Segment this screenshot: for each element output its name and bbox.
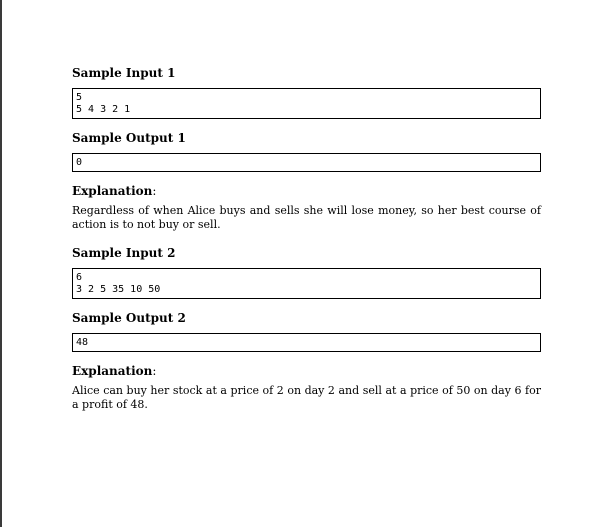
sample-output-2-box: [72, 333, 541, 352]
sample-input-1-heading: Sample Input 1: [72, 66, 176, 80]
sample-input-1-line-1: 5: [76, 92, 83, 103]
sample-input-1-line-2: 5 4 3 2 1: [76, 104, 131, 115]
explanation-2-heading: [72, 364, 541, 378]
explanation-1-heading: [72, 184, 541, 198]
sample-output-1-box: [72, 153, 541, 172]
sample-input-1-box: [72, 88, 541, 119]
sample-output-2-line-1: 48: [76, 337, 89, 348]
page-left-border: [0, 0, 2, 527]
explanation-1-label: Explanation: [72, 184, 153, 198]
sample-output-1-heading: Sample Output 1: [72, 131, 186, 145]
sample-input-2-heading: Sample Input 2: [72, 246, 176, 260]
explanation-2-colon: :: [152, 364, 157, 378]
sample-input-2-box: [72, 268, 541, 299]
explanation-1-colon: :: [152, 184, 157, 198]
sample-input-2-line-1: 6: [76, 272, 83, 283]
sample-output-2-heading: Sample Output 2: [72, 311, 186, 325]
sample-output-1-line-1: 0: [76, 157, 83, 168]
problem-samples-page: [72, 66, 541, 412]
sample-input-2-line-2: 3 2 5 35 10 50: [76, 284, 161, 295]
explanation-2-label: Explanation: [72, 364, 153, 378]
explanation-2-text: Alice can buy her stock at a price of 2 on day 2 and sell at a price of 50 on day 6 for a profit of 48.: [72, 384, 541, 411]
explanation-1-text: Regardless of when Alice buys and sells she will lose money, so her best course of action is to not buy or sell.: [72, 204, 541, 231]
